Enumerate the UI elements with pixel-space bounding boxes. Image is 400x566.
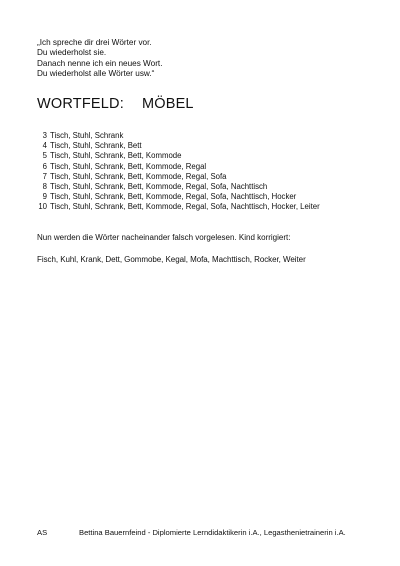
footer-initials: AS (37, 528, 48, 537)
intro-line: „Ich spreche dir drei Wörter vor. (37, 38, 152, 47)
title-label: WORTFELD: (37, 96, 124, 112)
list-item (37, 141, 320, 151)
item-number: 5 (42, 151, 47, 161)
item-number: 7 (42, 171, 47, 181)
footer-author: Bettina Bauernfeind - Diplomierte Lerndidaktikerin i.A., Legasthenietrainerin i.A. (79, 528, 346, 537)
instruction-text: Nun werden die Wörter nacheinander falsch vorgelesen. Kind korrigiert: (37, 233, 291, 242)
list-item (37, 151, 320, 161)
item-words: Tisch, Stuhl, Schrank, Bett, Kommode (50, 151, 182, 161)
intro-text (37, 38, 162, 80)
item-words: Tisch, Stuhl, Schrank, Bett, Kommode, Regal, Sofa, Nachttisch (50, 182, 268, 192)
list-item (37, 192, 320, 202)
page-title (37, 96, 194, 112)
list-item (37, 162, 320, 172)
word-list (37, 131, 320, 213)
item-words: Tisch, Stuhl, Schrank, Bett, Kommode, Regal, Sofa, Nachttisch, Hocker, Leiter (50, 202, 320, 212)
list-item (37, 172, 320, 182)
footer (37, 528, 346, 537)
item-words: Tisch, Stuhl, Schrank (50, 131, 124, 140)
intro-line: Danach nenne ich ein neues Wort. (37, 58, 163, 68)
list-item (37, 182, 320, 192)
item-words: Tisch, Stuhl, Schrank, Bett (50, 141, 142, 151)
item-number: 6 (42, 161, 47, 171)
list-item (37, 202, 320, 212)
item-number: 8 (42, 182, 47, 192)
item-words: Tisch, Stuhl, Schrank, Bett, Kommode, Regal, Sofa, Nachttisch, Hocker (50, 192, 297, 202)
item-words: Tisch, Stuhl, Schrank, Bett, Kommode, Regal (50, 161, 207, 171)
list-item (37, 131, 320, 141)
item-number: 10 (38, 202, 47, 212)
wrong-words-line: Fisch, Kuhl, Krank, Dett, Gommobe, Kegal, Mofa, Machttisch, Rocker, Weiter (37, 255, 306, 264)
item-number: 3 (42, 131, 47, 140)
intro-line: Du wiederholst sie. (37, 48, 107, 58)
title-topic: MÖBEL (141, 96, 194, 112)
item-words: Tisch, Stuhl, Schrank, Bett, Kommode, Regal, Sofa (50, 171, 227, 181)
intro-line: Du wiederholst alle Wörter usw.“ (37, 69, 155, 79)
item-number: 9 (42, 192, 47, 202)
item-number: 4 (42, 141, 47, 151)
